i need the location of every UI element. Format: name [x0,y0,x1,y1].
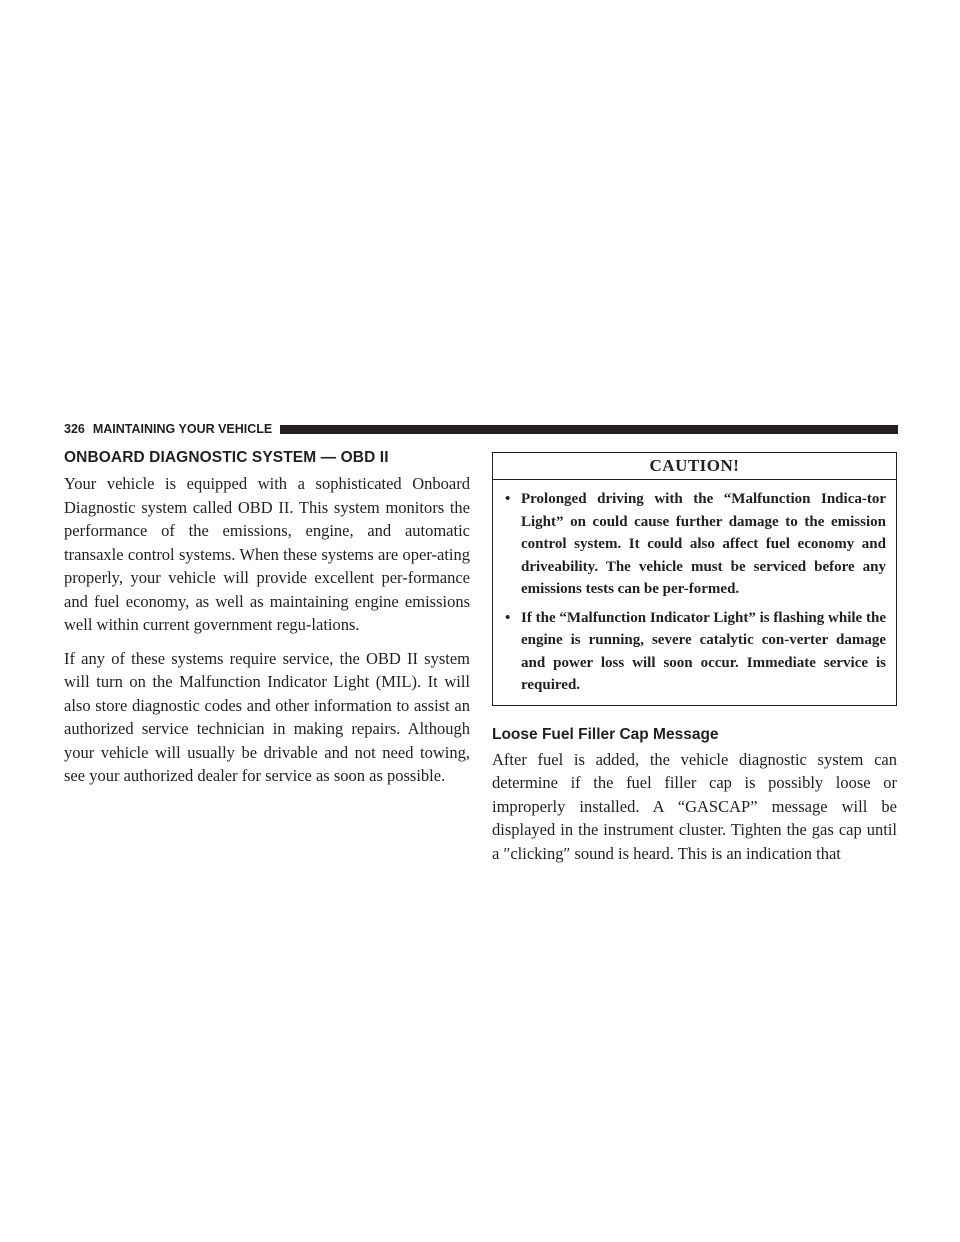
caution-list [493,480,896,705]
paragraph-obd-intro: Your vehicle is equipped with a sophisticated Onboard Diagnostic system called OBD II. This system monitors the performance of the emissions, engine, and automatic transaxle control systems. When these systems are oper-ating properly, your vehicle will provide excellent per-formance and fuel economy, as well as maintaining engine emissions well within current government regu-lations. [64,474,470,634]
running-header [64,420,898,438]
bullet-icon: • [505,609,511,626]
paragraph-obd-service: If any of these systems require service, the OBD II system will turn on the Malfunction Indicator Light (MIL). It will also store diagnostic codes and other information to assist an authorized service technician in making repairs. Although your vehicle will usually be drivable and not need towing, see your authorized dealer for service as soon as possible. [64,648,470,785]
caution-item [505,488,886,601]
caution-item [505,607,886,697]
caution-title: CAUTION! [493,453,896,480]
caution-box [492,452,897,706]
bullet-icon: • [505,491,511,507]
right-column [492,452,897,875]
chapter-title: MAINTAINING YOUR VEHICLE [92,422,273,436]
section-heading: ONBOARD DIAGNOSTIC SYSTEM — OBD II [64,449,389,466]
paragraph-gascap: After fuel is added, the vehicle diagnostic system can determine if the fuel filler cap is possibly loose or improperly installed. A “GASCAP” message will be displayed in the instrument cluster. Tighten the gas cap until a ″clicking″ sound is heard. This is an indication that [492,749,897,863]
left-column [64,448,470,798]
page-number: 326 [64,422,85,436]
subsection-heading: Loose Fuel Filler Cap Message [492,725,719,743]
caution-item-text: Prolonged driving with the “Malfunction Indica-tor Light” on could cause further damage to the emission control system. It could also affect fuel economy and driveability. The vehicle must be serviced before any emissions tests can be per-formed. [521,491,886,597]
caution-item-text: If the “Malfunction Indicator Light” is flashing while the engine is running, severe catalytic con-verter damage and power loss will soon occur. Immediate service is required. [521,609,886,693]
header-rule [280,425,898,434]
